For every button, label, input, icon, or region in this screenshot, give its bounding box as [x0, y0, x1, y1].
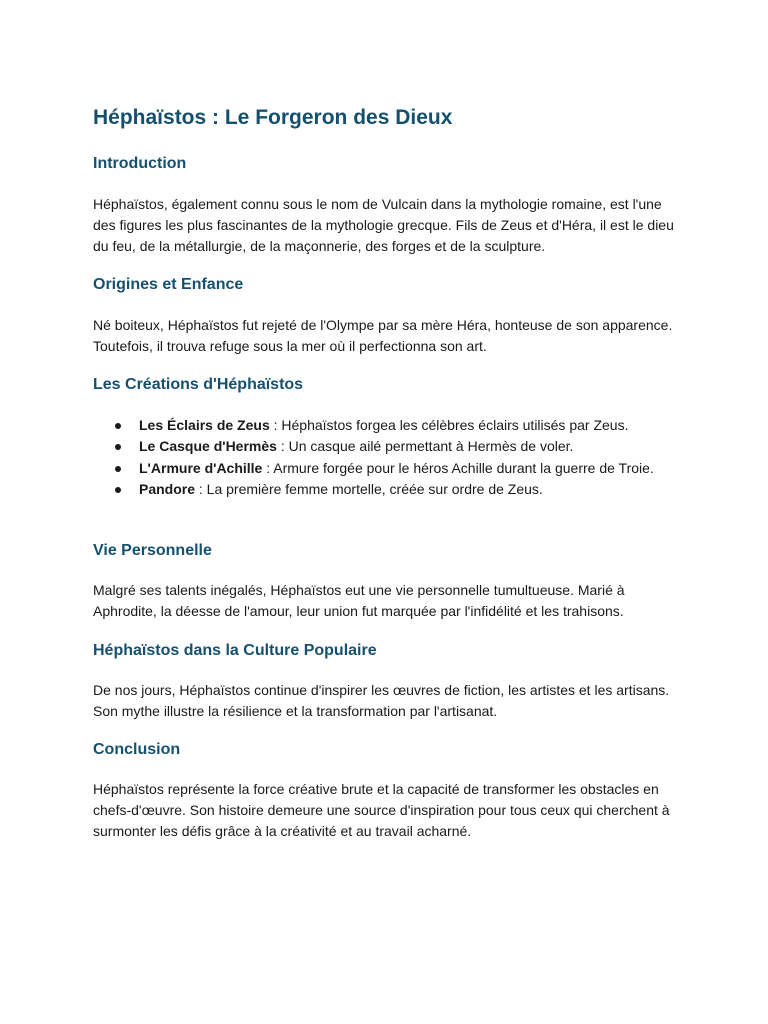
list-item: [93, 415, 683, 436]
section-text-culture-populaire: De nos jours, Héphaïstos continue d'inspirer les œuvres de fiction, les artistes et les artisans. Son mythe illustre la résilience et la transformation par l'artisanat.: [93, 682, 670, 719]
item-description: : Armure forgée pour le héros Achille durant la guerre de Troie.: [262, 459, 654, 476]
section-heading-introduction: Introduction: [93, 155, 187, 172]
item-term: Le Casque d'Hermès: [139, 438, 277, 455]
section-heading-conclusion: Conclusion: [93, 741, 181, 758]
section-heading-vie-personnelle: Vie Personnelle: [93, 542, 212, 559]
list-item: [93, 479, 683, 500]
bullet-icon: [115, 487, 121, 493]
list-item: [93, 458, 683, 479]
item-description: : Héphaïstos forgea les célèbres éclairs utilisés par Zeus.: [269, 417, 629, 433]
section-text-introduction: Héphaïstos, également connu sous le nom de Vulcain dans la mythologie romaine, est l'une des figures les plus fascinantes de la mythologie grecque. Fils de Zeus et d'Héra, il est le dieu du feu, de la métallurgie, de la maçonnerie, des forges et de la sculpture.: [93, 196, 674, 254]
list-item: [93, 436, 683, 457]
item-term: Pandore: [139, 480, 196, 497]
bullet-icon: [115, 423, 121, 429]
item-term: L'Armure d'Achille: [139, 459, 263, 476]
item-term: Les Éclairs de Zeus: [139, 417, 270, 433]
document-title: Héphaïstos : Le Forgeron des Dieux: [93, 106, 453, 129]
section-heading-culture-populaire: Héphaïstos dans la Culture Populaire: [93, 642, 377, 659]
section-heading-origines: Origines et Enfance: [93, 276, 244, 293]
creations-list: [93, 415, 683, 500]
bullet-icon: [115, 466, 121, 472]
section-heading-creations: Les Créations d'Héphaïstos: [93, 376, 304, 393]
bullet-icon: [115, 444, 121, 450]
section-text-vie-personnelle: Malgré ses talents inégalés, Héphaïstos eut une vie personnelle tumultueuse. Marié à Aphrodite, la déesse de l'amour, leur union fut marquée par l'infidélité et les trahisons.: [93, 582, 625, 619]
section-text-origines: Né boiteux, Héphaïstos fut rejeté de l'Olympe par sa mère Héra, honteuse de son apparence. Toutefois, il trouva refuge sous la mer où il perfectionna son art.: [93, 317, 673, 354]
section-text-conclusion: Héphaïstos représente la force créative brute et la capacité de transformer les obstacles en chefs-d'œuvre. Son histoire demeure une source d'inspiration pour tous ceux qui cherchent à surmonter les défis grâce à la créativité et au travail acharné.: [93, 781, 670, 839]
item-description: : La première femme mortelle, créée sur ordre de Zeus.: [195, 480, 543, 497]
item-description: : Un casque ailé permettant à Hermès de voler.: [276, 438, 574, 455]
